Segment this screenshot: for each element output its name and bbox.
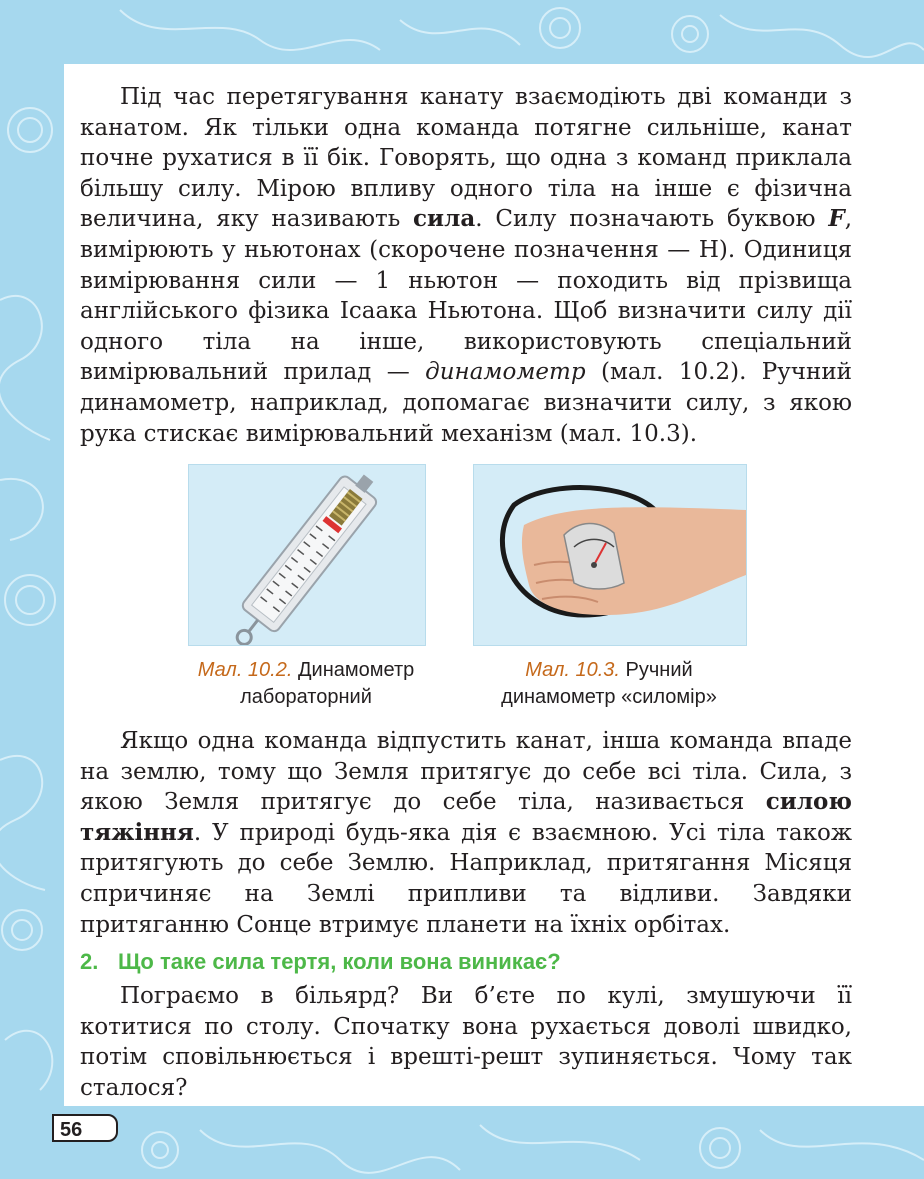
caption-text-line2: динамометр «силомір» <box>501 686 717 708</box>
caption-label: Мал. 10.3. <box>525 659 620 681</box>
caption-text-line2: лабораторний <box>240 686 372 708</box>
hand-dynamometer-illustration <box>474 465 746 645</box>
page-number-badge: 56 <box>52 1114 118 1142</box>
term-dynamometer: динамометр <box>425 359 586 386</box>
caption-label: Мал. 10.2. <box>197 659 293 681</box>
caption-text-line1: Динамометр <box>297 659 415 681</box>
term-gravity: силою тяжіння <box>80 788 852 846</box>
symbol-f: F <box>828 205 845 233</box>
figure-caption-10-3 <box>470 657 748 711</box>
hand-dynamometer-figure <box>473 464 747 646</box>
caption-text-line1: Ручний <box>625 659 693 681</box>
lab-dynamometer-figure <box>188 464 426 646</box>
lab-dynamometer-illustration <box>189 465 425 645</box>
paragraph-billiards: Пограємо в більярд? Ви б’єте по кулі, змушуючи її котитися по столу. Спочатку вона рухається доволі швидко, потім сповільнюється і врешті-решт зупиняється. Чому так сталося? <box>80 983 852 1101</box>
section-heading-friction <box>80 948 852 976</box>
section-title: Що таке сила тертя, коли вона виникає? <box>118 949 561 974</box>
section-number: 2. <box>80 949 99 974</box>
term-sila: сила <box>413 205 476 233</box>
figure-caption-10-2 <box>168 657 444 711</box>
paragraph-gravity: Якщо одна команда відпустить канат, інша команда впаде на землю, тому що Земля притягує до себе всі тіла. Сила, з якою Земля притягує до себе тіла, називається силою тяжіння. У природі будь-яка дія є взаємною. Усі тіла також притягують до себе Землю. Наприклад, притягання Місяця спричиняє на Землі припливи та відливи. Завдяки притяганню Сонце втримує планети на їхніх орбітах. <box>80 728 852 938</box>
paragraph-tug-of-war: Під час перетягування канату взаємодіють дві команди з канатом. Як тільки одна команда потягне сильніше, канат почне рухатися в її бік. Говорять, що одна з команд приклала більшу силу. Мірою впливу одного тіла на інше є фізична величина, яку називають сила. Силу позначають буквою F, вимірюють у ньютонах (скорочене позначення — Н). Одиниця вимірювання сили — 1 ньютон — походить від прізвища англійського фізика Ісаака Ньютона. Щоб визначити силу дії одного тіла на інше, використовують спеціальний вимірювальний прилад — динамометр (мал. 10.2). Ручний динамометр, наприклад, допомагає визначити силу, з якою рука стискає вимірювальний механізм (мал. 10.3). <box>80 84 852 447</box>
